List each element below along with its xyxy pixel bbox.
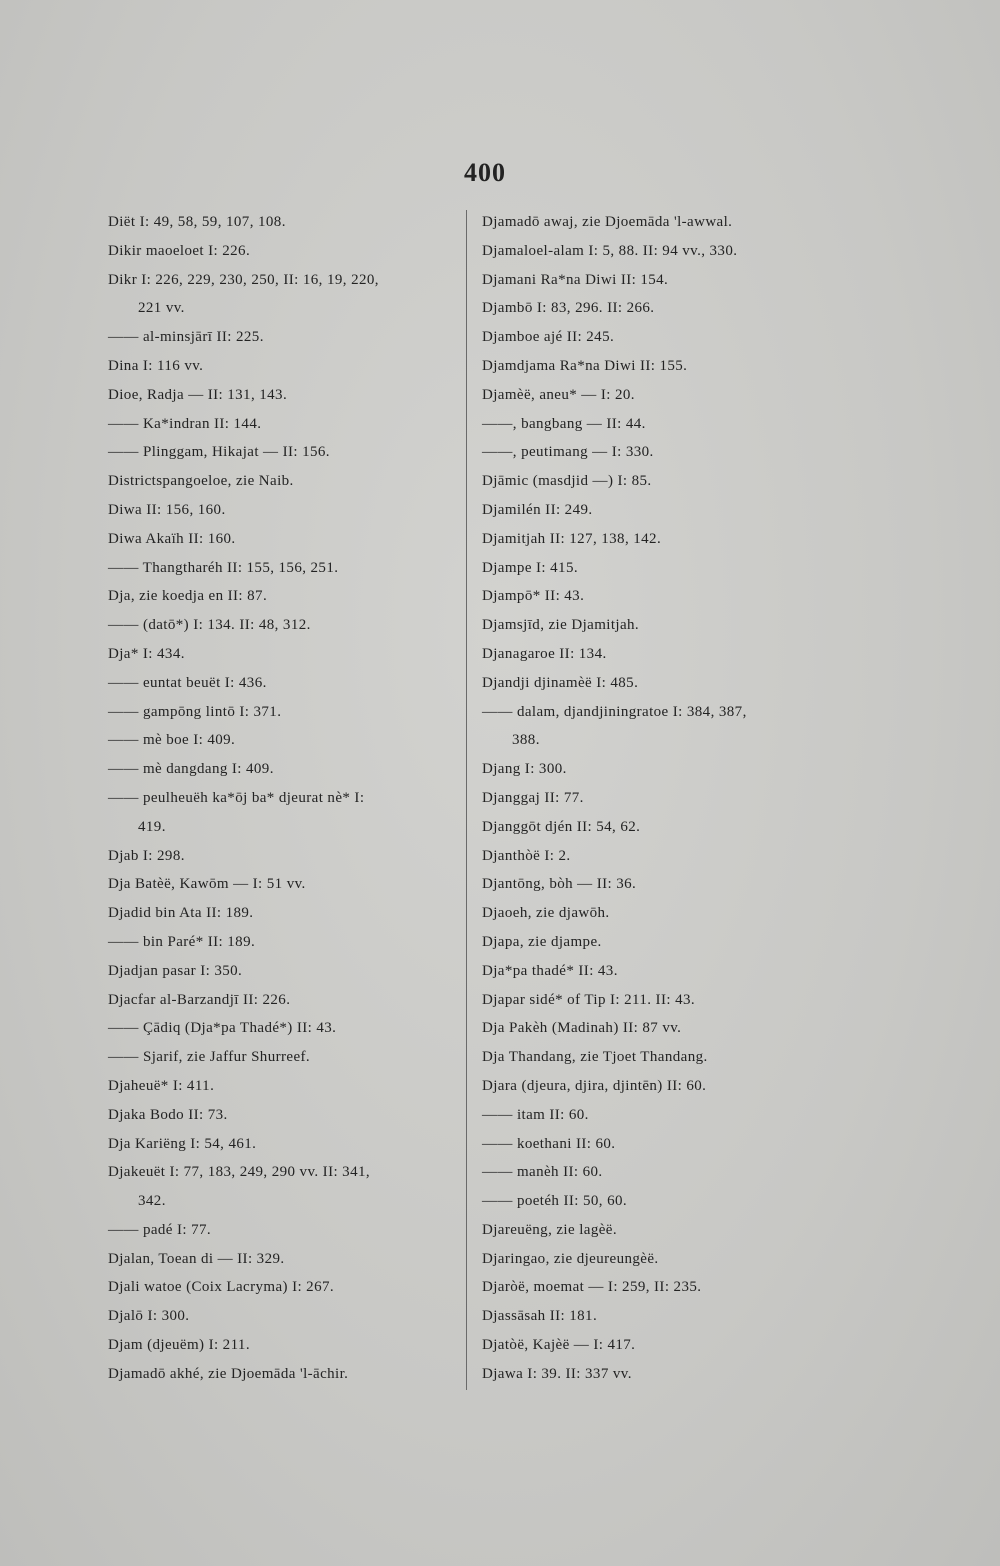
index-entry: —— dalam, djandjiningratoe I: 384, 387, <box>482 703 747 720</box>
index-entry: Djamdjama Ra*na Diwi II: 155. <box>482 357 688 374</box>
index-entry: Dja* I: 434. <box>108 645 185 662</box>
index-entry: 419. <box>138 818 166 835</box>
index-entry: Diwa II: 156, 160. <box>108 501 226 518</box>
index-entry: Dja Kariëng I: 54, 461. <box>108 1135 257 1152</box>
index-entry: Djang I: 300. <box>482 761 567 778</box>
index-entry: Djamani Ra*na Diwi II: 154. <box>482 271 669 288</box>
index-entry: Djali watoe (Coix Lacryma) I: 267. <box>108 1279 335 1296</box>
index-entry: Djassāsah II: 181. <box>482 1308 598 1325</box>
index-entry: Djampe I: 415. <box>482 559 578 576</box>
index-entry: Djamboe ajé II: 245. <box>482 329 615 346</box>
index-entry: Djalō I: 300. <box>108 1308 190 1325</box>
index-entry: Dja*pa thadé* II: 43. <box>482 962 618 979</box>
index-entry: —— Ka*indran II: 144. <box>108 415 262 432</box>
index-entry: Djanggōt djén II: 54, 62. <box>482 818 641 835</box>
index-entry: Djaròë, moemat — I: 259, II: 235. <box>482 1279 702 1296</box>
index-entry: Dikr I: 226, 229, 230, 250, II: 16, 19, 220, <box>108 271 379 288</box>
index-entry: Djadjan pasar I: 350. <box>108 962 243 979</box>
index-entry: Djaka Bodo II: 73. <box>108 1106 228 1123</box>
index-entry: 388. <box>512 732 540 749</box>
index-entry: Dja Thandang, zie Tjoet Thandang. <box>482 1049 708 1066</box>
index-entry: ——, bangbang — II: 44. <box>482 415 646 432</box>
page-number: 400 <box>464 158 506 187</box>
index-entry: Djapa, zie djampe. <box>482 933 602 950</box>
index-entry: Djanggaj II: 77. <box>482 789 584 806</box>
index-entry: —— Sjarif, zie Jaffur Shurreef. <box>108 1049 311 1066</box>
index-entry: Dikir maoeloet I: 226. <box>108 242 251 259</box>
index-entry: Diët I: 49, 58, 59, 107, 108. <box>108 214 286 230</box>
index-entry: 342. <box>138 1193 166 1210</box>
index-entry: —— mè dangdang I: 409. <box>108 761 274 778</box>
index-entry: Djamèë, aneu* — I: 20. <box>482 386 635 403</box>
index-entry: Djam (djeuëm) I: 211. <box>108 1337 250 1354</box>
index-entry: Djamsjīd, zie Djamitjah. <box>482 617 640 634</box>
index-column-right <box>482 208 852 1389</box>
index-entry: Djamitjah II: 127, 138, 142. <box>482 530 662 547</box>
index-entry: Djāmic (masdjid —) I: 85. <box>482 473 652 490</box>
index-entry: Djara (djeura, djira, djintēn) II: 60. <box>482 1077 707 1094</box>
index-entry: —— itam II: 60. <box>482 1106 589 1123</box>
index-entry: —— peulheuëh ka*ōj ba* djeurat nè* I: <box>108 789 365 806</box>
index-entry: Districtspangoeloe, zie Naib. <box>108 473 294 490</box>
index-entry: —— (datō*) I: 134. II: 48, 312. <box>108 617 311 634</box>
index-entry: Djamilén II: 249. <box>482 501 593 518</box>
index-entry: —— padé I: 77. <box>108 1221 212 1238</box>
index-entry: 221 vv. <box>138 300 185 317</box>
index-entry: Dina I: 116 vv. <box>108 357 204 374</box>
index-entry: Djantōng, bòh — II: 36. <box>482 876 637 893</box>
index-entry: Djadid bin Ata II: 189. <box>108 905 254 922</box>
index-column-left <box>108 208 468 1389</box>
column-divider <box>466 210 467 1390</box>
index-entry: —— mè boe I: 409. <box>108 732 236 749</box>
index-entry: —— koethani II: 60. <box>482 1135 616 1152</box>
index-entry: Djandji djinamèë I: 485. <box>482 674 639 691</box>
index-entry: Dja Pakèh (Madinah) II: 87 vv. <box>482 1020 682 1037</box>
index-entry: —— poetéh II: 50, 60. <box>482 1193 628 1210</box>
index-entry: Djalan, Toean di — II: 329. <box>108 1250 285 1267</box>
index-entry: Djaheuë* I: 411. <box>108 1077 215 1094</box>
index-entry: Djawa I: 39. II: 337 vv. <box>482 1365 632 1382</box>
index-entry: ——, peutimang — I: 330. <box>482 444 654 461</box>
index-entry: Djacfar al-Barzandjī II: 226. <box>108 991 291 1008</box>
index-entry: —— euntat beuët I: 436. <box>108 674 267 691</box>
index-entry: —— al-minsjārī II: 225. <box>108 329 264 346</box>
index-entry: Djambō I: 83, 296. II: 266. <box>482 300 655 317</box>
index-entry: —— manèh II: 60. <box>482 1164 603 1181</box>
index-entry: Djakeuët I: 77, 183, 249, 290 vv. II: 341, <box>108 1164 371 1181</box>
index-entry: —— Çādiq (Dja*pa Thadé*) II: 43. <box>108 1020 337 1037</box>
index-entry: Djab I: 298. <box>108 847 185 864</box>
index-entry: Djaringao, zie djeureungèë. <box>482 1250 659 1267</box>
index-entry: Djareuëng, zie lagèë. <box>482 1221 617 1238</box>
index-entry: —— Thangtharéh II: 155, 156, 251. <box>108 559 339 576</box>
index-entry: Djanthòë I: 2. <box>482 847 571 864</box>
index-entry: —— Plinggam, Hikajat — II: 156. <box>108 444 330 461</box>
index-entry: Djapar sidé* of Tip I: 211. II: 43. <box>482 991 696 1008</box>
index-entry: Djamaloel-alam I: 5, 88. II: 94 vv., 330. <box>482 242 738 259</box>
index-entry: Djampō* II: 43. <box>482 588 585 605</box>
index-entry: —— gampōng lintō I: 371. <box>108 703 282 720</box>
index-entry: Dja, zie koedja en II: 87. <box>108 588 268 605</box>
index-entry: Djaoeh, zie djawōh. <box>482 905 610 922</box>
index-entry: Dioe, Radja — II: 131, 143. <box>108 386 288 403</box>
index-entry: Djanagaroe II: 134. <box>482 645 607 662</box>
index-entry: —— bin Paré* II: 189. <box>108 933 256 950</box>
index-entry: Diwa Akaïh II: 160. <box>108 530 236 547</box>
index-entry: Djamadō awaj, zie Djoemāda 'l-awwal. <box>482 214 733 230</box>
index-entry: Djamadō akhé, zie Djoemāda 'l-āchir. <box>108 1365 349 1382</box>
index-entry: Djatòë, Kajèë — I: 417. <box>482 1337 636 1354</box>
index-entry: Dja Batèë, Kawōm — I: 51 vv. <box>108 876 306 893</box>
